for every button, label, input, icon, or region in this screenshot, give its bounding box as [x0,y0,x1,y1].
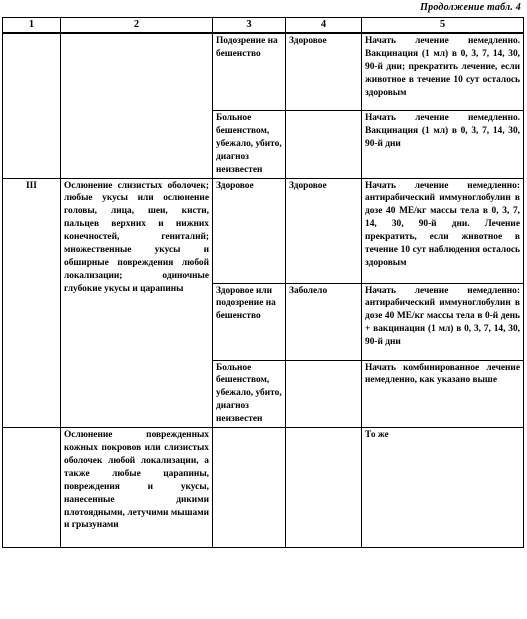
table-row [3,178,524,283]
header-col-3: 3 [213,18,286,34]
header-col-2: 2 [61,18,213,34]
exposure-cell: Ослюнение слизистых оболочек; любые укусы или ослюнение головы, лица, шеи, кисти, пальцев верхних и нижних конечностей, гениталий; множественные укусы и обширные повреждения любой локализации; одиночные глубокие укусы и царапины [61,178,213,428]
treatment-cell: Начать лечение немедленно. Вакцинация (1 мл) в 0, 3, 7, 14, 30, 90-й дни [362,111,524,179]
treatment-table [2,17,524,548]
header-col-4: 4 [286,18,362,34]
treatment-cell: Начать лечение немедленно: антирабический иммуноглобулин в дозе 40 МЕ/кг массы тела в 0, 3, 7, 14, 30, 90-й дни. Лечение прекратить, если животное в течение 10 сут наблюдения осталось здоровым [362,178,524,283]
animal-state-cell: Подозрение на бешенство [213,33,286,111]
header-col-1: 1 [3,18,61,34]
treatment-cell: Начать комбинированное лечение немедленно, как указано выше [362,360,524,428]
observation-cell [286,111,362,179]
exposure-cell: Ослюнение поврежденных кожных покровов или слизистых оболочек любой локализации, а также любые царапины, повреждения и укусы, нанесенные дикими плотоядными, летучими мышами и грызунами [61,428,213,548]
header-col-5: 5 [362,18,524,34]
observation-cell: Здоровое [286,33,362,111]
observation-cell: Заболело [286,283,362,360]
exposure-cell [61,33,213,178]
table-row [3,428,524,548]
observation-cell [286,360,362,428]
animal-state-cell [213,428,286,548]
treatment-cell: Начать лечение немедленно: антирабический иммуноглобулин в дозе 40 МЕ/кг массы тела в 0-й день + вакцинация (1 мл) в 0, 3, 7, 14, 30, 90-й дни [362,283,524,360]
animal-state-cell: Здоровое или подозрение на бешенство [213,283,286,360]
observation-cell: Здоровое [286,178,362,283]
category-cell [3,33,61,178]
treatment-cell: Начать лечение немедленно. Вакцинация (1 мл) в 0, 3, 7, 14, 30, 90-й дни; прекратить лечение, если животное в течение 10 сут осталось здоровым [362,33,524,111]
animal-state-cell: Больное бешенством, убежало, убито, диагноз неизвестен [213,360,286,428]
treatment-cell: То же [362,428,524,548]
table-caption: Продолжение табл. 4 [420,2,521,13]
table-row [3,33,524,111]
animal-state-cell: Здоровое [213,178,286,283]
category-cell [3,428,61,548]
observation-cell [286,428,362,548]
category-cell: III [3,178,61,428]
animal-state-cell: Больное бешенством, убежало, убито, диагноз неизвестен [213,111,286,179]
table-header-row [3,18,524,34]
